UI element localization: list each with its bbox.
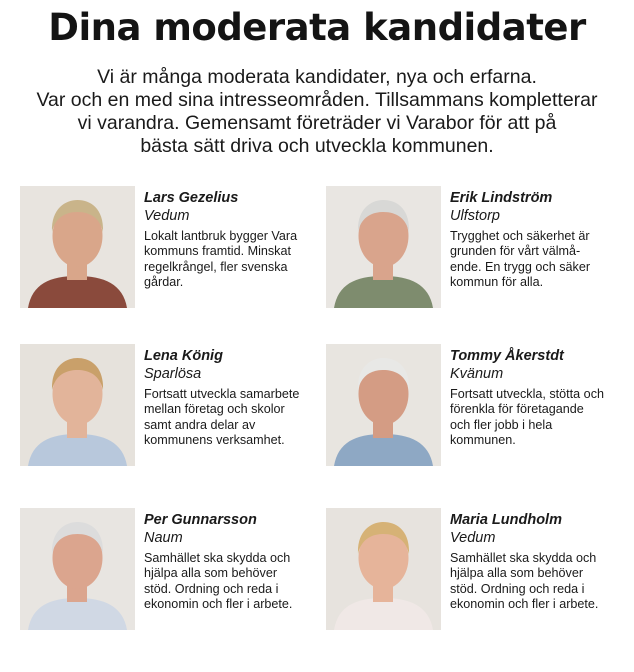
candidate-photo bbox=[20, 344, 135, 466]
statement-line: ekonomin och fler i arbete. bbox=[144, 597, 293, 612]
candidate-card bbox=[20, 508, 320, 633]
statement-line: stöd. Ordning och reda i bbox=[450, 581, 585, 596]
intro-line: vi varandra. Gemensamt företräder vi Varabor för att på bbox=[77, 112, 557, 134]
candidate-photo bbox=[20, 508, 135, 630]
statement-line: kommun för alla. bbox=[450, 275, 544, 290]
candidate-place: Kvänum bbox=[450, 366, 504, 382]
intro-line: Var och en med sina intresseområden. Tillsammans kompletterar bbox=[36, 89, 598, 111]
statement-line: grunden för vårt välmå- bbox=[450, 244, 581, 259]
candidate-statement bbox=[144, 229, 316, 291]
statement-line: mellan företag och skolor bbox=[144, 402, 285, 417]
candidate-name: Maria Lundholm bbox=[450, 512, 562, 528]
statement-line: Samhället ska skydda och bbox=[144, 551, 291, 565]
portrait-illustration bbox=[20, 508, 135, 630]
statement-line: regelkrångel, fler svenska bbox=[144, 259, 288, 274]
candidate-name: Erik Lindström bbox=[450, 190, 553, 206]
portrait-illustration bbox=[326, 186, 441, 308]
statement-line: Lokalt lantbruk bygger Vara bbox=[144, 229, 298, 243]
statement-line: ekonomin och fler i arbete. bbox=[450, 597, 599, 612]
candidate-photo bbox=[326, 186, 441, 308]
statement-line: hjälpa alla som behöver bbox=[144, 566, 278, 581]
candidate-statement bbox=[450, 551, 622, 613]
intro-line: bästa sätt driva och utveckla kommunen. bbox=[140, 135, 494, 157]
portrait-illustration bbox=[20, 344, 135, 466]
statement-line: och fler jobb i hela bbox=[450, 417, 553, 432]
candidate-statement bbox=[144, 387, 316, 449]
statement-line: Trygghet och säkerhet är bbox=[450, 229, 590, 243]
statement-line: förenkla för företagande bbox=[450, 402, 584, 417]
statement-line: ende. En trygg och säker bbox=[450, 259, 591, 274]
candidate-place: Naum bbox=[144, 530, 183, 546]
statement-line: hjälpa alla som behöver bbox=[450, 566, 584, 581]
candidate-statement bbox=[144, 551, 316, 613]
candidate-place: Vedum bbox=[144, 208, 190, 224]
candidate-name: Tommy Åkerstdt bbox=[450, 348, 564, 364]
page-title: Dina moderata kandidater bbox=[48, 6, 586, 49]
candidate-card bbox=[326, 186, 626, 311]
portrait-illustration bbox=[326, 508, 441, 630]
candidate-card bbox=[326, 344, 626, 469]
candidate-place: Sparlösa bbox=[144, 366, 202, 382]
statement-line: Fortsatt utveckla, stötta och bbox=[450, 387, 604, 401]
candidate-card bbox=[20, 186, 320, 311]
statement-line: kommunen. bbox=[450, 433, 516, 448]
candidate-photo bbox=[326, 508, 441, 630]
candidate-name: Lena König bbox=[144, 348, 223, 364]
intro-line: Vi är många moderata kandidater, nya och erfarna. bbox=[97, 66, 537, 88]
candidate-place: Vedum bbox=[450, 530, 496, 546]
statement-line: kommunens verksamhet. bbox=[144, 433, 285, 448]
candidate-place: Ulfstorp bbox=[450, 208, 500, 224]
candidate-photo bbox=[326, 344, 441, 466]
portrait-illustration bbox=[326, 344, 441, 466]
statement-line: stöd. Ordning och reda i bbox=[144, 581, 279, 596]
portrait-illustration bbox=[20, 186, 135, 308]
statement-line: samt andra delar av bbox=[144, 417, 256, 432]
statement-line: Samhället ska skydda och bbox=[450, 551, 597, 565]
statement-line: kommuns framtid. Minskat bbox=[144, 244, 291, 259]
statement-line: gårdar. bbox=[144, 275, 184, 290]
candidate-name: Per Gunnarsson bbox=[144, 512, 257, 528]
statement-line: Fortsatt utveckla samarbete bbox=[144, 387, 300, 401]
candidate-card bbox=[20, 344, 320, 469]
candidate-statement bbox=[450, 387, 622, 449]
candidate-name: Lars Gezelius bbox=[144, 190, 239, 206]
candidate-card bbox=[326, 508, 626, 633]
candidate-statement bbox=[450, 229, 622, 291]
intro-text bbox=[20, 66, 614, 158]
candidate-photo bbox=[20, 186, 135, 308]
